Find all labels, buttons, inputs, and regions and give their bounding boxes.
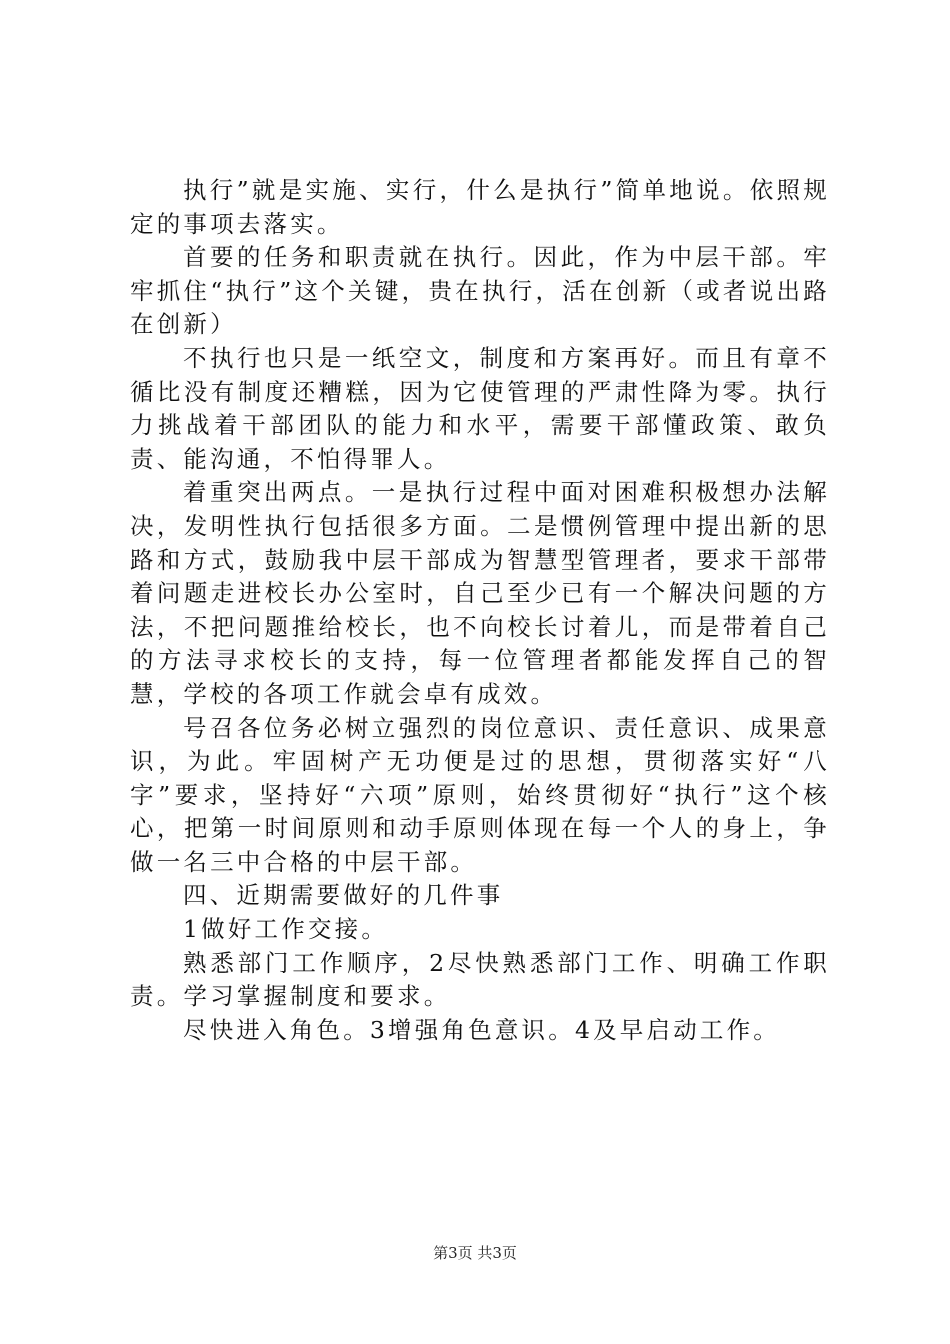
- paragraph-1: 执行”就是实施、实行，什么是执行”简单地说。依照规定的事项去落实。: [130, 176, 830, 238]
- list-item-1: 1做好工作交接。: [183, 915, 389, 944]
- document-body: [130, 174, 830, 1047]
- page-number-footer: 第3页 共3页: [433, 1244, 517, 1262]
- paragraph-3: 不执行也只是一纸空文，制度和方案再好。而且有章不循比没有制度还糟糕，因为它使管理的严肃性降为零。执行力挑战着干部团队的能力和水平，需要干部懂政策、敢负责、能沟通，不怕得罪人。: [130, 343, 830, 473]
- list-item-2: 熟悉部门工作顺序，2尽快熟悉部门工作、明确工作职责。学习掌握制度和要求。: [130, 948, 830, 1011]
- paragraph-4: 着重突出两点。一是执行过程中面对困难积极想办法解决，发明性执行包括很多方面。二是惯例管理中提出新的思路和方式，鼓励我中层干部成为智慧型管理者，要求干部带着问题走进校长办公室时，自己至少已有一个解决问题的方法，不把问题推给校长，也不向校长讨着儿，而是带着自己的方法寻求校长的支持，每一位管理者都能发挥自己的智慧，学校的各项工作就会卓有成效。: [130, 478, 830, 708]
- paragraph-5: 号召各位务必树立强烈的岗位意识、责任意识、成果意识，为此。牢固树产无功便是过的思想，贯彻落实好“八字”要求，坚持好“六项”原则，始终贯彻好“执行”这个核心，把第一时间原则和动手原则体现在每一个人的身上，争做一名三中合格的中层干部。: [130, 713, 830, 876]
- list-item-3: 尽快进入角色。3增强角色意识。4及早启动工作。: [183, 1015, 781, 1044]
- paragraph-2: 首要的任务和职责就在执行。因此，作为中层干部。牢牢抓住“执行”这个关键，贵在执行，活在创新（或者说出路在创新）: [130, 243, 830, 339]
- section-heading: 四、近期需要做好的几件事: [183, 881, 504, 910]
